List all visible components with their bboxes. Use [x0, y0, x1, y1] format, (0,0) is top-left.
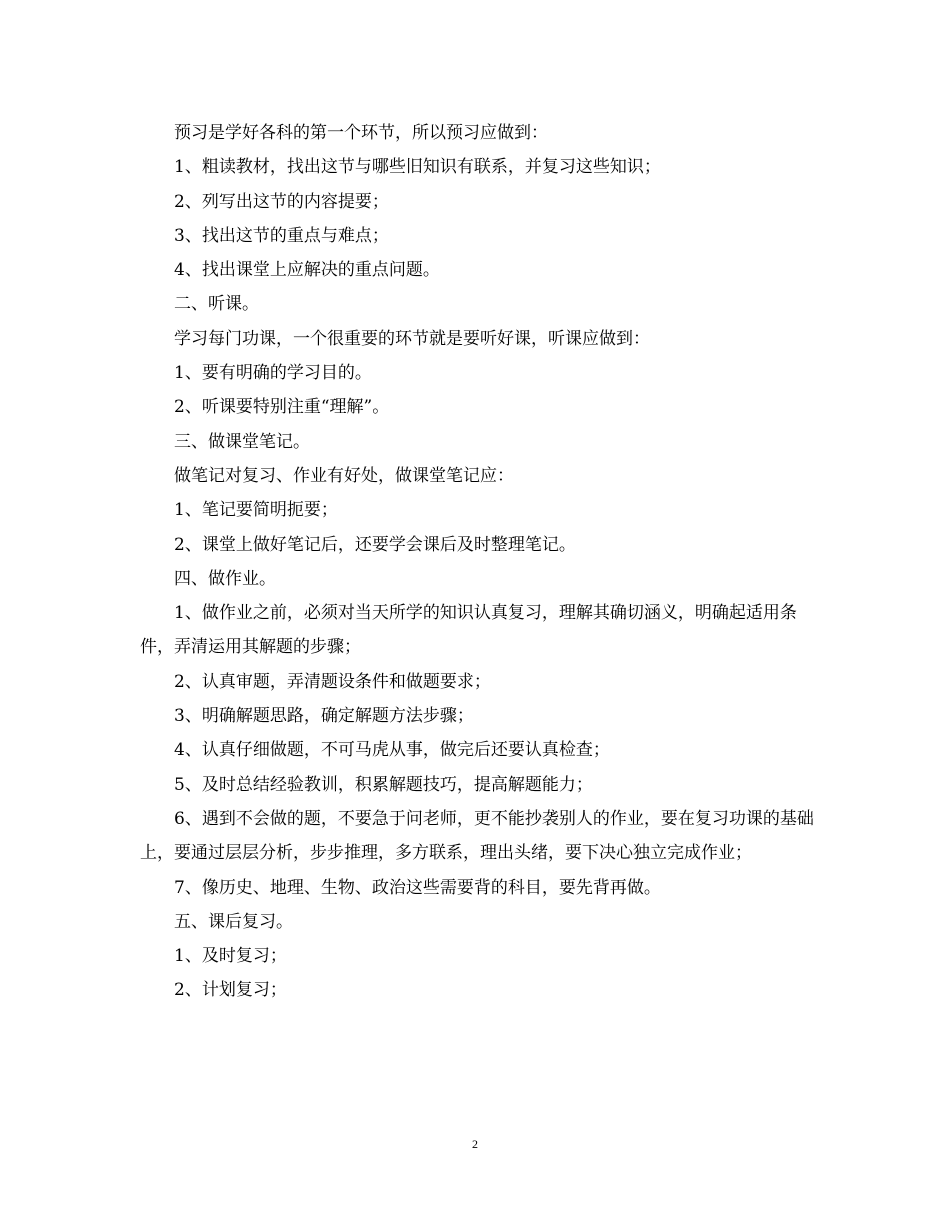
paragraph-listening-item-1: 1、要有明确的学习目的。 [174, 363, 372, 384]
paragraph-homework-item-2: 2、认真审题，弄清题设条件和做题要求； [174, 671, 491, 692]
paragraph-homework-item-1: 1、做作业之前，必须对当天所学的知识认真复习，理解其确切涵义，明确起适用条件，弄清运用其解题的步骤； [140, 603, 797, 658]
section-heading-homework: 四、做作业。 [174, 568, 276, 589]
paragraph-intro-notes: 做笔记对复习、作业有好处，做课堂笔记应： [174, 465, 514, 486]
paragraph-review-item-1: 1、及时复习； [174, 946, 287, 967]
paragraph-homework-item-4: 4、认真仔细做题，不可马虎从事，做完后还要认真检查； [174, 740, 610, 761]
paragraph-intro-listening: 学习每门功课，一个很重要的环节就是要听好课，听课应做到： [174, 328, 650, 349]
paragraph-homework-item-6: 6、遇到不会做的题，不要急于问老师，更不能抄袭别人的作业，要在复习功课的基础上，要通过层层分析，步步推理，多方联系，理出头绪，要下决心独立完成作业； [140, 808, 814, 864]
paragraph-homework-item-5: 5、及时总结经验教训，积累解题技巧，提高解题能力； [174, 774, 593, 795]
paragraph-homework-item-7: 7、像历史、地理、生物、政治这些需要背的科目，要先背再做。 [174, 877, 661, 898]
paragraph-listening-item-2: 2、听课要特别注重“理解”。 [174, 397, 390, 418]
paragraph-preview-item-1: 1、粗读教材，找出这节与哪些旧知识有联系，并复习这些知识； [174, 157, 661, 178]
section-heading-review: 五、课后复习。 [174, 911, 293, 932]
paragraph-review-item-2: 2、计划复习； [174, 980, 287, 1001]
paragraph-homework-item-3: 3、明确解题思路，确定解题方法步骤； [174, 706, 474, 727]
section-heading-notes: 三、做课堂笔记。 [174, 431, 310, 452]
paragraph-preview-item-4: 4、找出课堂上应解决的重点问题。 [174, 260, 440, 281]
paragraph-notes-item-1: 1、笔记要简明扼要； [174, 500, 338, 521]
paragraph-preview-item-3: 3、找出这节的重点与难点； [174, 225, 389, 246]
document-body [140, 116, 820, 1008]
page-number: 2 [472, 1137, 478, 1151]
section-heading-listening: 二、听课。 [174, 294, 259, 315]
paragraph-notes-item-2: 2、课堂上做好笔记后，还要学会课后及时整理笔记。 [174, 534, 576, 555]
paragraph-preview-item-2: 2、列写出这节的内容提要； [174, 191, 389, 212]
paragraph-intro-preview: 预习是学好各科的第一个环节，所以预习应做到： [174, 123, 548, 143]
